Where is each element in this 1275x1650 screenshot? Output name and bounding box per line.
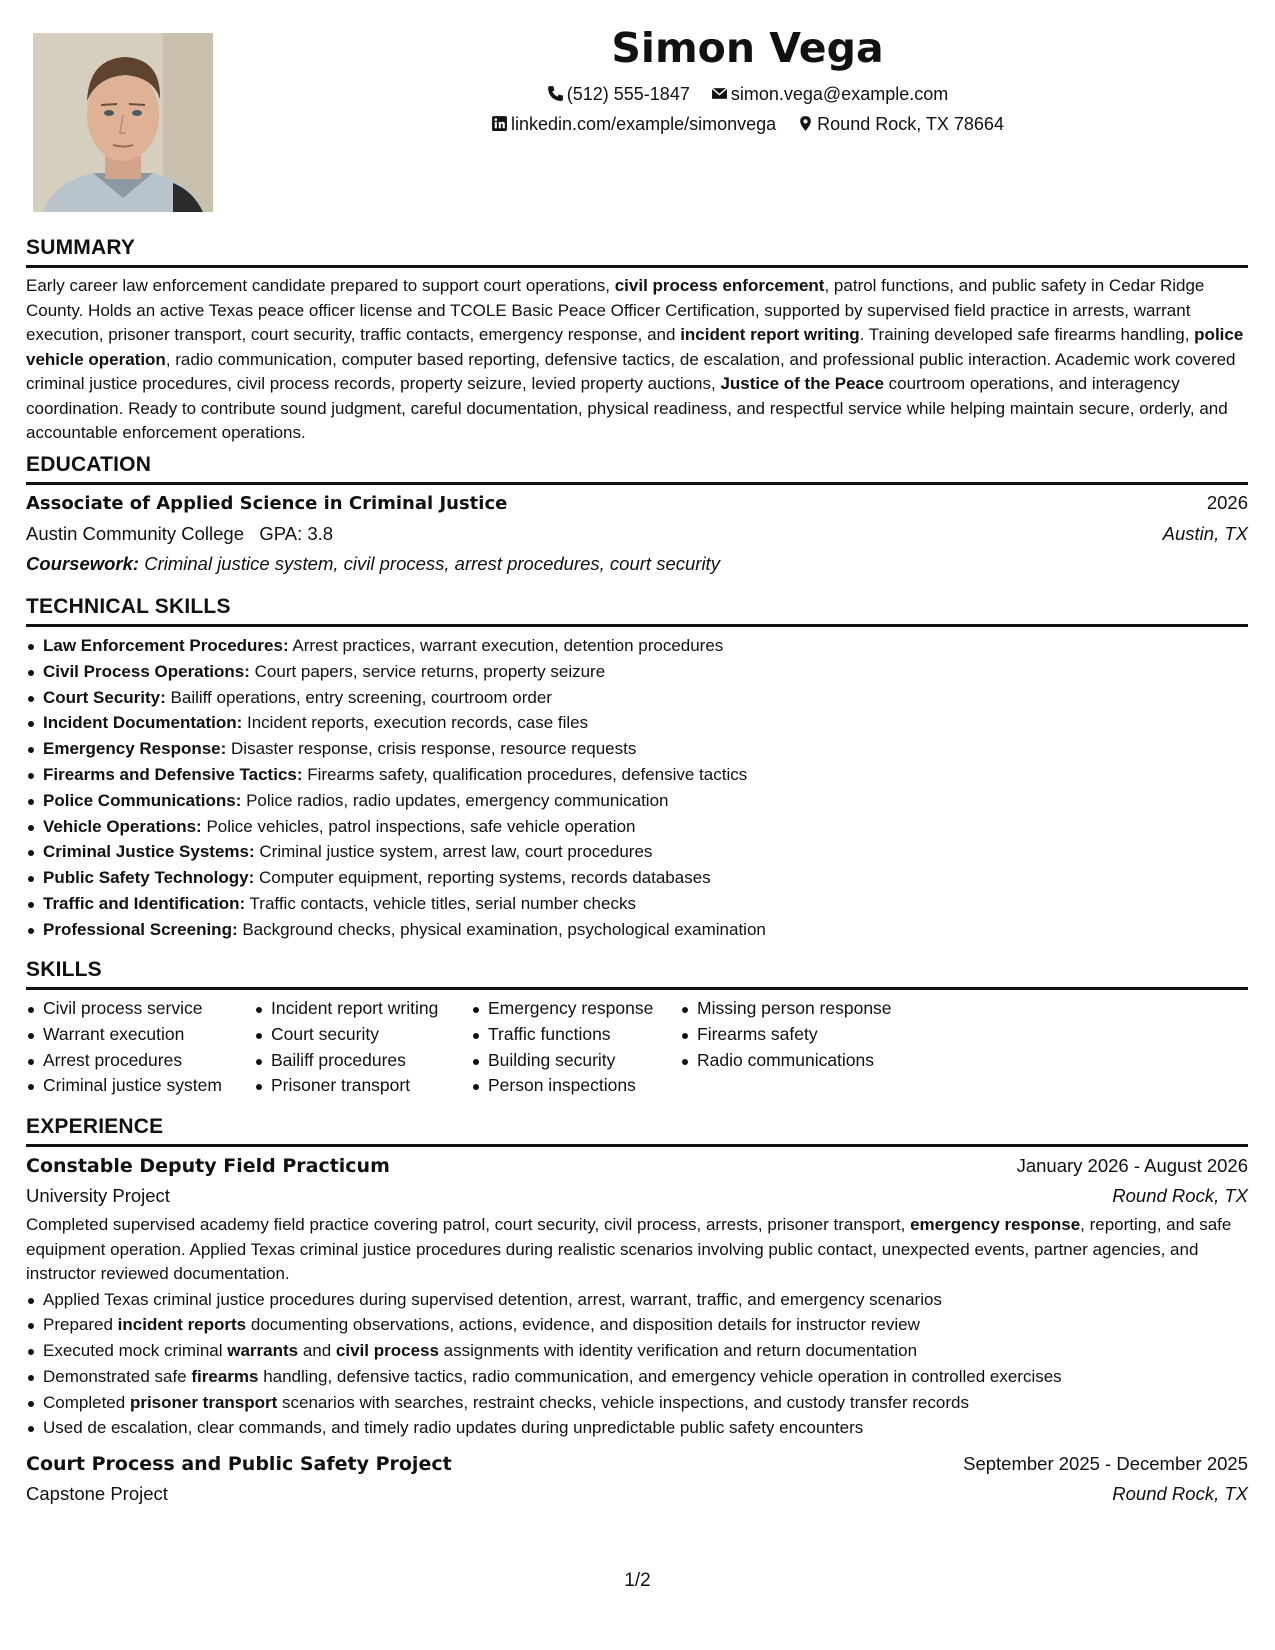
coursework-label: Coursework: — [26, 553, 140, 574]
job-bullet — [26, 1364, 1248, 1390]
text-run: handling, defensive tactics, radio communication, and emergency vehicle operation in controlled exercises — [258, 1366, 1062, 1386]
skills-section — [26, 957, 1248, 1099]
emphasis-text: Justice of the Peace — [720, 374, 884, 393]
skill-category: Civil Process Operations: — [43, 661, 250, 681]
skill-item: Arrest procedures — [26, 1048, 254, 1074]
coursework-list: Criminal justice system, civil process, arrest procedures, court security — [144, 553, 720, 574]
job-dates: January 2026 - August 2026 — [1016, 1155, 1248, 1176]
job-entry — [26, 1449, 1248, 1509]
text-run: , reporting, and safe equipment operation. Applied Texas criminal justice procedures during realistic scenarios involving public contact, unexpected events, partner agencies, and instructor reviewed documentation. — [26, 1215, 1232, 1283]
job-dates: September 2025 - December 2025 — [963, 1453, 1248, 1475]
skill-category: Police Communications: — [43, 790, 242, 810]
skill-category: Vehicle Operations: — [43, 816, 202, 836]
skill-details: Firearms safety, qualification procedures, defensive tactics — [302, 764, 748, 784]
resume-header — [250, 20, 1245, 136]
job-bullet — [26, 1287, 1248, 1313]
technical-skill-item — [26, 736, 1248, 762]
text-run: assignments with identity verification and return documentation — [438, 1341, 918, 1361]
skill-item: Court security — [254, 1022, 471, 1048]
skills-column — [471, 996, 680, 1099]
job-bullet — [26, 1338, 1248, 1364]
text-run: , radio communication, computer based reporting, defensive tactics, de escalation, and professional public interaction. Academic work covered criminal justice procedures, civil process records, property seizure, levied property auctions, — [26, 349, 1236, 393]
skill-details: Traffic contacts, vehicle titles, serial number checks — [245, 893, 636, 913]
skill-item: Prisoner transport — [254, 1073, 471, 1099]
text-run: Executed mock criminal — [43, 1341, 228, 1361]
text-run: Completed supervised academy field practice covering patrol, court security, civil process, arrests, prisoner transport, — [26, 1215, 911, 1234]
skills-column — [254, 996, 471, 1099]
technical-skill-item — [26, 839, 1248, 865]
text-run: Early career law enforcement candidate prepared to support court operations, — [26, 276, 615, 295]
emphasis-text: firearms — [191, 1366, 259, 1386]
technical-skill-item — [26, 633, 1248, 659]
skill-details: Computer equipment, reporting systems, records databases — [254, 868, 711, 888]
text-run: Demonstrated safe — [43, 1366, 192, 1386]
skill-category: Criminal Justice Systems: — [43, 842, 255, 862]
technical-skill-item — [26, 891, 1248, 917]
job-bullet — [26, 1312, 1248, 1338]
skill-details: Police vehicles, patrol inspections, safe vehicle operation — [201, 816, 636, 836]
skill-category: Professional Screening: — [43, 919, 238, 939]
text-run: scenarios with searches, restraint checks, vehicle inspections, and custody transfer records — [277, 1392, 969, 1412]
text-run: and — [298, 1341, 336, 1361]
job-title: Court Process and Public Safety Project — [26, 1453, 452, 1476]
job-bullet — [26, 1390, 1248, 1416]
skill-category: Public Safety Technology: — [43, 868, 255, 888]
envelope-icon — [711, 85, 728, 102]
profile-photo — [33, 33, 213, 212]
text-run: Completed — [43, 1392, 130, 1412]
experience-heading: EXPERIENCE — [26, 1114, 1248, 1147]
education-school-row — [26, 519, 1248, 549]
skill-category: Traffic and Identification: — [43, 893, 246, 913]
skill-details: Court papers, service returns, property seizure — [249, 661, 606, 681]
text-run: Applied Texas criminal justice procedures during supervised detention, arrest, warrant, traffic, and emergency scenarios — [43, 1289, 942, 1309]
degree-name: Associate of Applied Science in Criminal Justice — [26, 493, 508, 514]
experience-section — [26, 1114, 1248, 1509]
skill-category: Court Security: — [43, 687, 166, 707]
phone-icon — [547, 85, 564, 102]
school-location: Austin, TX — [1162, 523, 1248, 544]
skill-item: Missing person response — [680, 996, 940, 1022]
skill-item: Traffic functions — [471, 1022, 680, 1048]
education-degree-row — [26, 488, 1248, 519]
skills-column — [26, 996, 254, 1099]
skill-item: Building security — [471, 1048, 680, 1074]
skill-details: Disaster response, crisis response, resource requests — [226, 739, 637, 759]
skills-heading: SKILLS — [26, 957, 1248, 990]
skill-item: Civil process service — [26, 996, 254, 1022]
graduation-year: 2026 — [1206, 492, 1248, 513]
skills-columns — [26, 996, 1248, 1099]
candidate-name: Simon Vega — [611, 24, 884, 72]
text-run: , patrol functions, and public safety in Cedar Ridge County. Holds an active Texas peace officer license and TCOLE Basic Peace Officer Certification, supported by supervised field practice in arrests, warrant execution, prisoner transport, court security, traffic contacts, emergency response, and — [26, 276, 1205, 344]
technical-skill-item — [26, 762, 1248, 788]
skill-category: Firearms and Defensive Tactics: — [43, 764, 303, 784]
skill-details: Incident reports, execution records, case files — [242, 713, 589, 733]
job-entry — [26, 1151, 1248, 1441]
skill-item: Bailiff procedures — [254, 1048, 471, 1074]
text-run: Used de escalation, clear commands, and timely radio updates during unpredictable public safety encounters — [43, 1418, 864, 1438]
linkedin-icon — [491, 115, 508, 132]
summary-text — [26, 274, 1248, 446]
emphasis-text: police vehicle operation — [26, 325, 1244, 369]
job-organization: Capstone Project — [26, 1483, 168, 1505]
emphasis-text: incident reports — [117, 1315, 247, 1335]
linkedin-contact — [491, 112, 776, 136]
skill-item: Firearms safety — [680, 1022, 940, 1048]
skill-item: Radio communications — [680, 1048, 940, 1074]
technical-skill-item — [26, 814, 1248, 840]
emphasis-text: civil process — [335, 1341, 439, 1361]
skill-details: Police radios, radio updates, emergency communication — [241, 790, 669, 810]
skills-column — [680, 996, 940, 1099]
technical-skill-item — [26, 659, 1248, 685]
job-location: Round Rock, TX — [1112, 1483, 1248, 1505]
phone-number: (512) 555-1847 — [566, 84, 690, 104]
technical-skills-section — [26, 594, 1248, 943]
job-organization: University Project — [26, 1185, 170, 1206]
job-bullets — [26, 1287, 1248, 1442]
technical-skill-item — [26, 788, 1248, 814]
emphasis-text: warrants — [227, 1341, 299, 1361]
emphasis-text: incident report writing — [680, 325, 860, 344]
emphasis-text: civil process enforcement — [614, 276, 825, 295]
skill-category: Incident Documentation: — [43, 713, 243, 733]
coursework — [26, 549, 1248, 579]
text-run: Prepared — [43, 1315, 118, 1335]
emphasis-text: emergency response — [910, 1215, 1081, 1234]
skill-item: Incident report writing — [254, 996, 471, 1022]
technical-skill-item — [26, 685, 1248, 711]
skill-item: Criminal justice system — [26, 1073, 254, 1099]
location-contact — [797, 112, 1004, 136]
technical-skills-heading: TECHNICAL SKILLS — [26, 594, 1248, 627]
skill-details: Background checks, physical examination, psychological examination — [237, 919, 766, 939]
text-run: . Training developed safe firearms handling, — [859, 325, 1195, 344]
skill-item: Warrant execution — [26, 1022, 254, 1048]
summary-section — [26, 235, 1248, 446]
email-contact — [711, 82, 948, 106]
school-name: Austin Community College — [26, 523, 244, 544]
technical-skill-item — [26, 917, 1248, 943]
job-summary — [26, 1213, 1248, 1287]
job-title-row — [26, 1151, 1248, 1181]
technical-skills-list — [26, 633, 1248, 943]
skill-details: Bailiff operations, entry screening, courtroom order — [165, 687, 552, 707]
skill-category: Law Enforcement Procedures: — [43, 636, 289, 655]
map-pin-icon — [797, 115, 814, 132]
job-org-row — [26, 1181, 1248, 1211]
school-info — [26, 519, 333, 549]
contact-line-1 — [250, 82, 1245, 106]
summary-heading: SUMMARY — [26, 235, 1248, 268]
portrait-image — [33, 33, 213, 212]
linkedin-url: linkedin.com/example/simonvega — [511, 114, 777, 134]
page-number: 1/2 — [624, 1570, 651, 1591]
skill-details: Criminal justice system, arrest law, court procedures — [254, 842, 653, 862]
job-title: Constable Deputy Field Practicum — [26, 1155, 390, 1177]
text-run: courtroom operations, and interagency coordination. Ready to contribute sound judgment, careful documentation, physical readiness, and respectful service while helping maintain secure, orderly, and accountable enforcement operations. — [26, 374, 1228, 442]
emphasis-text: prisoner transport — [129, 1392, 278, 1412]
education-section — [26, 452, 1248, 579]
contact-line-2 — [250, 112, 1245, 136]
phone-contact — [547, 82, 690, 106]
email-address: simon.vega@example.com — [730, 84, 949, 104]
skill-details: Arrest practices, warrant execution, detention procedures — [288, 636, 724, 655]
skill-item: Person inspections — [471, 1073, 680, 1099]
education-heading: EDUCATION — [26, 452, 1248, 485]
gpa: GPA: 3.8 — [259, 523, 334, 544]
skill-item: Emergency response — [471, 996, 680, 1022]
job-bullet — [26, 1415, 1248, 1441]
text-run: documenting observations, actions, evidence, and disposition details for instructor review — [246, 1315, 920, 1335]
job-org-row — [26, 1479, 1248, 1509]
technical-skill-item — [26, 710, 1248, 736]
technical-skill-item — [26, 865, 1248, 891]
location-text: Round Rock, TX 78664 — [817, 114, 1004, 134]
job-title-row — [26, 1449, 1248, 1479]
skill-category: Emergency Response: — [43, 739, 227, 759]
job-location: Round Rock, TX — [1112, 1185, 1248, 1206]
